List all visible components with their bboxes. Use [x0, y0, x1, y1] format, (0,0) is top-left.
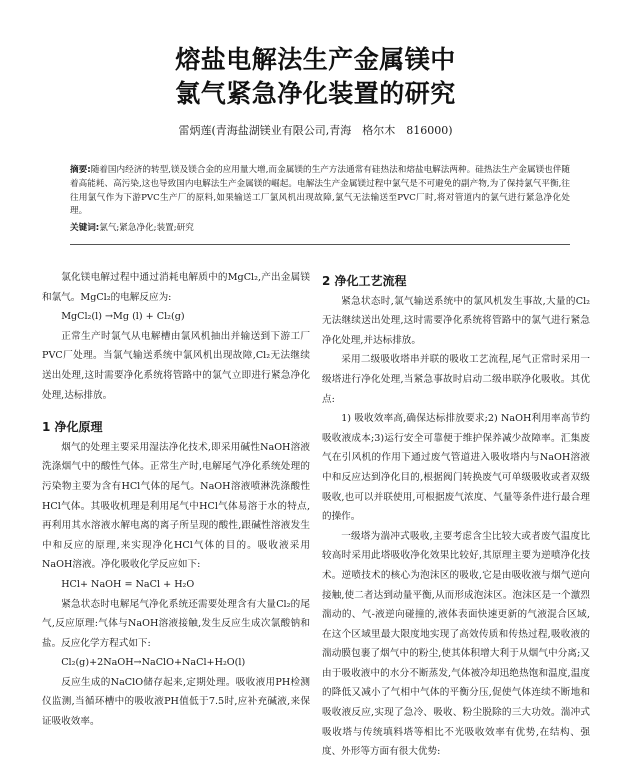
section-2-paragraph-2: 采用二级吸收塔串并联的吸收工艺流程,尾气正常时采用一级塔进行净化处理,当紧急事故时启动二级串联净化吸收。其优点:	[322, 354, 590, 405]
keywords	[70, 221, 570, 233]
section-1-paragraph-1: 烟气的处理主要采用湿法净化技术,即采用碱性NaOH溶液洗涤烟气中的酸性气体。正常生产时,电解尾气净化系统处理的污染物主要为含有HCl气体的尾气。NaOH溶液喷淋洗涤酸性HCl气体。其吸收机理是利用尾气中HCl气体易溶于水的特点,再利用其水溶液水解电离的离子所呈现的酸性,跟碱性溶液发生中和反应的原理,来实现净化HCl气体的目的。吸收液采用NaOH溶液。净化吸收化学反应如下:	[42, 441, 310, 571]
abstract-label: 摘要:	[70, 165, 91, 175]
section-1-equation-1: HCl+ NaOH = NaCl + H₂O	[61, 578, 195, 590]
section-1-equation-2: Cl₂(g)+2NaOH→NaClO+NaCl+H₂O(l)	[61, 657, 246, 669]
right-column	[322, 272, 590, 762]
keywords-text: 氯气;紧急净化;装置;研究	[99, 223, 194, 233]
paper-title-line2: 氯气紧急净化装置的研究	[175, 79, 456, 108]
section-1-paragraph-3: 反应生成的NaClO储存起来,定期处理。吸收液用PH检测仪监测,当循环槽中的吸收液PH值低于7.5时,应补充碱液,来保证吸收效率。	[42, 676, 310, 728]
section-2-paragraph-1: 紧急状态时,氯气输送系统中的氯风机发生事故,大量的Cl₂无法继续送出处理,这时需要净化系统将管路中的氯气进行紧急净化处理,并达标排放。	[322, 295, 590, 346]
intro-paragraph-1: 氯化镁电解过程中通过消耗电解质中的MgCl₂,产出金属镁和氯气。MgCl₂的电解反应为:	[42, 272, 310, 303]
keywords-label: 关键词:	[70, 223, 100, 233]
abstract	[70, 164, 570, 219]
section-2-paragraph-3: 1) 吸收效率高,确保达标排放要求;2) NaOH利用率高节约吸收液成本;3)运行安全可靠便于维护保养减少故障率。汇集废气在引风机的作用下通过废气管道进入吸收塔内与NaOH溶液中和反应达到净化目的,根据阀门转换废气可单级吸收或者双级吸收,也可以并联使用,可根据废气浓度、气量等条件进行最合理的操作。	[322, 413, 590, 523]
intro-paragraph-2: 正常生产时氯气从电解槽由氯风机抽出并输送到下游工厂PVC厂处理。当氯气输送系统中氯风机出现故障,Cl₂无法继续送出处理,这时需要净化系统将管路中的氯气立即进行紧急净化处理,达标排放。	[42, 330, 310, 401]
intro-equation: MgCl₂(l) →Mg (l) + Cl₂(g)	[61, 311, 185, 323]
section-2-paragraph-4: 一级塔为湍冲式吸收,主要考虑含尘比较大或者废气温度比较高时采用此塔吸收净化效果比较好,其原理主要为逆喷净化技术。逆喷技术的核心为泡沫区的吸收,它是由吸收液与烟气逆向接触,使二者达到动量平衡,从而形成泡沫区。泡沫区是一个激烈湍动的、气-液逆向碰撞的,液体表面快速更新的气液混合区域,在这个区域里最大限度地实现了高效传质和传热过程,吸收液的湍动膜包裹了烟气中的粉尘,使其体积增大利于从烟气中分离;又由于吸收液中的水分不断蒸发,气体被冷却迅绝热饱和温度,温度的降低又减小了气相中气体的平衡分压,促使气体连续不断地和吸收液反应,实现了急冷、吸收、粉尘脱除的三大功效。湍冲式吸收塔与传统填料塔等相比不光吸收效率有优势,在结构、强度、外形等方面有很大优势:	[322, 530, 590, 758]
section-1-paragraph-2: 紧急状态时电解尾气净化系统还需要处理含有大量Cl₂的尾气,反应原理:气体与NaOH溶液接触,发生反应生成次氯酸钠和盐。反应化学方程式如下:	[42, 598, 310, 649]
section-1-heading: 1 净化原理	[42, 420, 103, 435]
section-2-heading: 2 净化工艺流程	[322, 274, 407, 288]
abstract-text: 随着国内经济的转型,镁及镁合金的应用量大增,而金属镁的生产方法通常有硅热法和熔盐电解法两种。硅热法生产金属镁也伴随着高能耗、高污染,这也导致国内电解法生产金属镁的崛起。电解法生产金属镁过程中氯气是不可避免的副产物,为了保持氯气平衡,往往用氯气作为下游PVC生产厂的原料,如果输送工厂氯风机出现故障,氯气无法输送至PVC厂时,将对管道内的氯气进行紧急净化处理。	[70, 165, 571, 217]
paper-title-line1: 熔盐电解法生产金属镁中	[175, 45, 456, 74]
author-affiliation: 雷炳莲(青海盐湖镁业有限公司,青海 格尔木 816000)	[178, 124, 453, 137]
abstract-divider	[70, 244, 570, 245]
left-column	[42, 268, 310, 732]
